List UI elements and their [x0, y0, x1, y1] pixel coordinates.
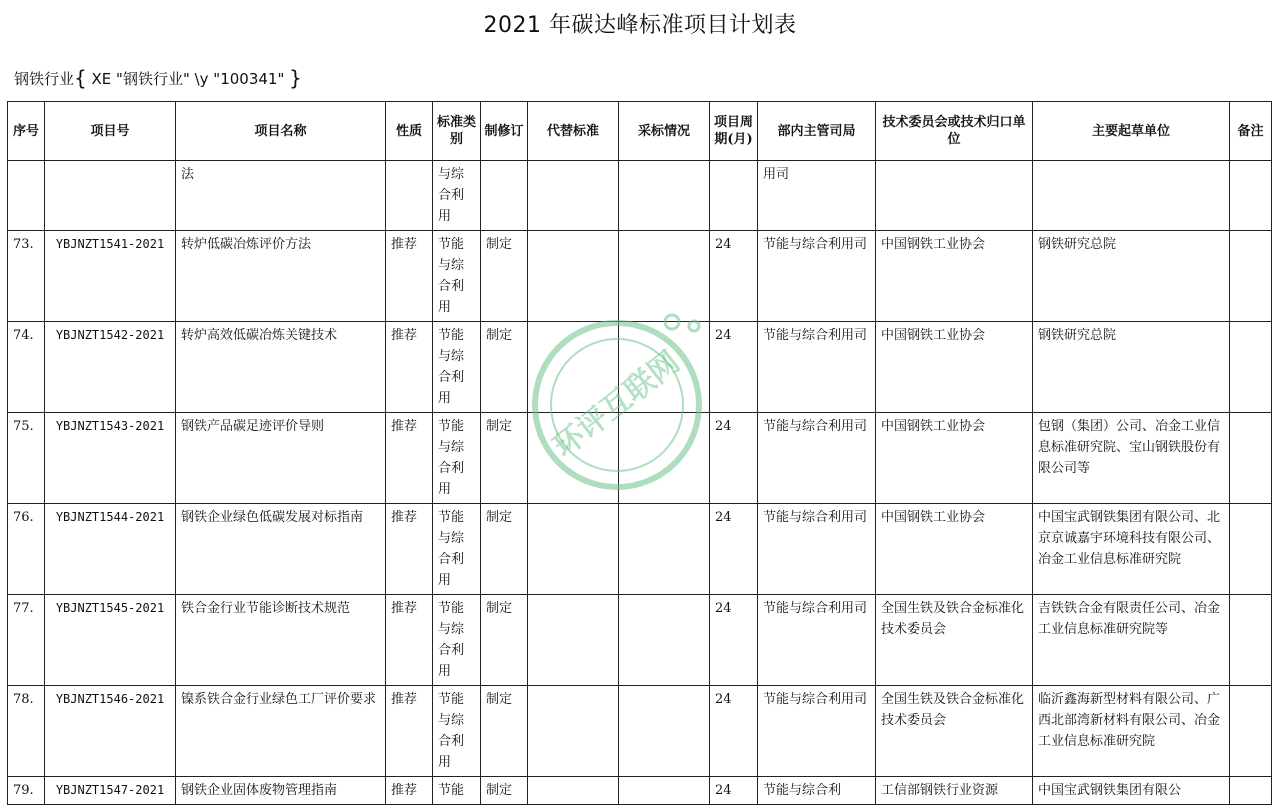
cell-period — [710, 161, 758, 231]
cell-note — [1230, 777, 1272, 805]
header-name: 项目名称 — [176, 102, 386, 161]
cell-revision: 制定 — [481, 777, 528, 805]
cell-category: 节能与综合利用 — [433, 322, 481, 413]
cell-nature: 推荐 — [386, 777, 433, 805]
cell-note — [1230, 504, 1272, 595]
cell-nature — [386, 161, 433, 231]
cell-adopt — [619, 161, 710, 231]
cell-category: 节能与综合利用 — [433, 231, 481, 322]
cell-revision: 制定 — [481, 595, 528, 686]
cell-code: YBJNZT1546-2021 — [45, 686, 176, 777]
cell-drafter: 临沂鑫海新型材料有限公司、广西北部湾新材料有限公司、冶金工业信息标准研究院 — [1033, 686, 1230, 777]
table-row-continuation — [8, 161, 1272, 231]
cell-note — [1230, 161, 1272, 231]
header-drafter: 主要起草单位 — [1033, 102, 1230, 161]
header-seq: 序号 — [8, 102, 45, 161]
cell-replace — [528, 322, 619, 413]
cell-replace — [528, 777, 619, 805]
cell-name: 转炉高效低碳冶炼关键技术 — [176, 322, 386, 413]
cell-replace — [528, 413, 619, 504]
cell-nature: 推荐 — [386, 231, 433, 322]
cell-period: 24 — [710, 504, 758, 595]
cell-revision: 制定 — [481, 504, 528, 595]
cell-department: 节能与综合利 — [758, 777, 876, 805]
cell-name: 钢铁企业固体废物管理指南 — [176, 777, 386, 805]
field-brace-open: { — [74, 66, 87, 90]
cell-name: 转炉低碳冶炼评价方法 — [176, 231, 386, 322]
cell-name: 铁合金行业节能诊断技术规范 — [176, 595, 386, 686]
cell-department: 节能与综合利用司 — [758, 231, 876, 322]
table-row — [8, 595, 1272, 686]
cell-code: YBJNZT1541-2021 — [45, 231, 176, 322]
cell-category: 节能 — [433, 777, 481, 805]
cell-revision: 制定 — [481, 686, 528, 777]
cell-period: 24 — [710, 686, 758, 777]
cell-note — [1230, 686, 1272, 777]
cell-revision: 制定 — [481, 322, 528, 413]
cell-adopt — [619, 504, 710, 595]
cell-replace — [528, 686, 619, 777]
cell-nature: 推荐 — [386, 686, 433, 777]
cell-adopt — [619, 686, 710, 777]
table-row — [8, 413, 1272, 504]
cell-note — [1230, 231, 1272, 322]
cell-period: 24 — [710, 413, 758, 504]
cell-code: YBJNZT1544-2021 — [45, 504, 176, 595]
cell-period: 24 — [710, 231, 758, 322]
cell-replace — [528, 231, 619, 322]
cell-adopt — [619, 413, 710, 504]
cell-department: 节能与综合利用司 — [758, 595, 876, 686]
cell-seq: 78. — [8, 686, 45, 777]
header-department: 部内主管司局 — [758, 102, 876, 161]
cell-note — [1230, 413, 1272, 504]
cell-drafter — [1033, 161, 1230, 231]
cell-code: YBJNZT1545-2021 — [45, 595, 176, 686]
standards-table — [7, 101, 1272, 805]
field-brace-close: } — [289, 66, 302, 90]
page-title: 2021 年碳达峰标准项目计划表 — [483, 13, 797, 38]
cell-department: 用司 — [758, 161, 876, 231]
cell-committee: 全国生铁及铁合金标准化技术委员会 — [876, 595, 1033, 686]
cell-replace — [528, 595, 619, 686]
cell-revision: 制定 — [481, 231, 528, 322]
cell-committee: 中国钢铁工业协会 — [876, 322, 1033, 413]
cell-category: 节能与综合利用 — [433, 686, 481, 777]
cell-code: YBJNZT1542-2021 — [45, 322, 176, 413]
header-code: 项目号 — [45, 102, 176, 161]
table-row — [8, 322, 1272, 413]
table-row — [8, 777, 1272, 805]
header-period: 项目周期(月) — [710, 102, 758, 161]
cell-committee: 全国生铁及铁合金标准化技术委员会 — [876, 686, 1033, 777]
cell-drafter: 钢铁研究总院 — [1033, 322, 1230, 413]
table-header-row — [8, 102, 1272, 161]
cell-adopt — [619, 777, 710, 805]
cell-seq: 79. — [8, 777, 45, 805]
cell-nature: 推荐 — [386, 413, 433, 504]
cell-department: 节能与综合利用司 — [758, 686, 876, 777]
cell-adopt — [619, 231, 710, 322]
cell-department: 节能与综合利用司 — [758, 413, 876, 504]
section-heading — [14, 66, 302, 90]
cell-category: 节能与综合利用 — [433, 595, 481, 686]
cell-nature: 推荐 — [386, 504, 433, 595]
cell-seq — [8, 161, 45, 231]
header-category: 标准类别 — [433, 102, 481, 161]
header-replace: 代替标准 — [528, 102, 619, 161]
cell-category: 节能与综合利用 — [433, 504, 481, 595]
cell-name: 法 — [176, 161, 386, 231]
cell-department: 节能与综合利用司 — [758, 322, 876, 413]
cell-category: 与综合利用 — [433, 161, 481, 231]
cell-committee: 中国钢铁工业协会 — [876, 504, 1033, 595]
cell-revision: 制定 — [481, 413, 528, 504]
cell-code: YBJNZT1547-2021 — [45, 777, 176, 805]
cell-seq: 73. — [8, 231, 45, 322]
cell-adopt — [619, 322, 710, 413]
cell-seq: 77. — [8, 595, 45, 686]
cell-seq: 76. — [8, 504, 45, 595]
header-note: 备注 — [1230, 102, 1272, 161]
cell-period: 24 — [710, 595, 758, 686]
header-revision: 制修订 — [481, 102, 528, 161]
cell-name: 钢铁企业绿色低碳发展对标指南 — [176, 504, 386, 595]
cell-name: 钢铁产品碳足迹评价导则 — [176, 413, 386, 504]
cell-note — [1230, 322, 1272, 413]
cell-department: 节能与综合利用司 — [758, 504, 876, 595]
cell-seq: 74. — [8, 322, 45, 413]
cell-replace — [528, 504, 619, 595]
table-row — [8, 231, 1272, 322]
cell-committee: 工信部钢铁行业资源 — [876, 777, 1033, 805]
cell-replace — [528, 161, 619, 231]
cell-period: 24 — [710, 322, 758, 413]
cell-drafter: 中国宝武钢铁集团有限公司、北京京诚嘉宇环境科技有限公司、冶金工业信息标准研究院 — [1033, 504, 1230, 595]
cell-category: 节能与综合利用 — [433, 413, 481, 504]
cell-code: YBJNZT1543-2021 — [45, 413, 176, 504]
cell-seq: 75. — [8, 413, 45, 504]
cell-revision — [481, 161, 528, 231]
field-code: XE "钢铁行业" \y "100341" — [86, 70, 290, 88]
cell-committee: 中国钢铁工业协会 — [876, 413, 1033, 504]
cell-period: 24 — [710, 777, 758, 805]
cell-code — [45, 161, 176, 231]
cell-drafter: 钢铁研究总院 — [1033, 231, 1230, 322]
table-row — [8, 504, 1272, 595]
header-committee: 技术委员会或技术归口单位 — [876, 102, 1033, 161]
cell-drafter: 包钢（集团）公司、冶金工业信息标准研究院、宝山钢铁股份有限公司等 — [1033, 413, 1230, 504]
watermark-text: 环评互联网 — [546, 344, 687, 465]
header-nature: 性质 — [386, 102, 433, 161]
cell-nature: 推荐 — [386, 595, 433, 686]
cell-committee — [876, 161, 1033, 231]
table-row — [8, 686, 1272, 777]
cell-drafter: 吉铁铁合金有限责任公司、冶金工业信息标准研究院等 — [1033, 595, 1230, 686]
cell-nature: 推荐 — [386, 322, 433, 413]
header-adopt: 采标情况 — [619, 102, 710, 161]
cell-drafter: 中国宝武钢铁集团有限公 — [1033, 777, 1230, 805]
cell-name: 镍系铁合金行业绿色工厂评价要求 — [176, 686, 386, 777]
cell-committee: 中国钢铁工业协会 — [876, 231, 1033, 322]
cell-note — [1230, 595, 1272, 686]
cell-adopt — [619, 595, 710, 686]
section-label: 钢铁行业 — [14, 70, 75, 88]
